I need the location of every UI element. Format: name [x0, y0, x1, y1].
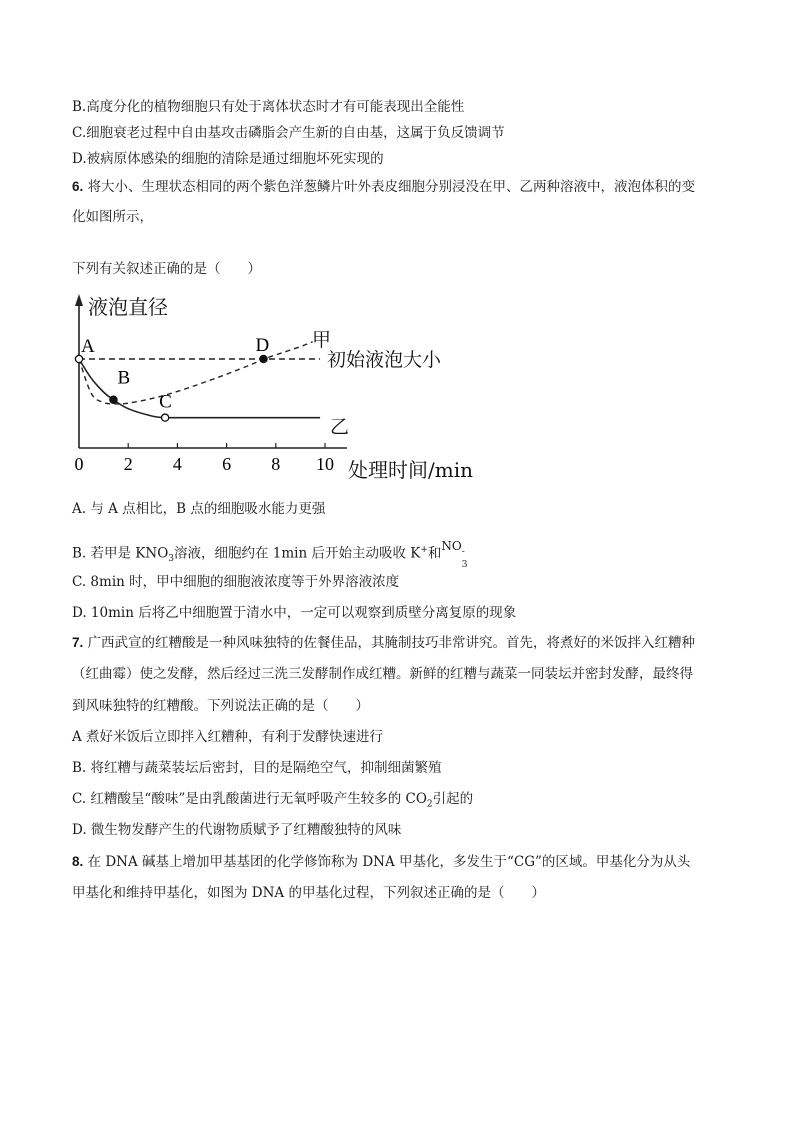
series-jia-label: 甲	[312, 329, 332, 351]
x-tick-label: 4	[172, 454, 182, 474]
series-yi-line	[79, 359, 320, 418]
x-tick-label: 0	[74, 454, 84, 474]
q8-number: 8.	[72, 854, 84, 869]
q7-stem-line2: （红曲霉）使之发酵，然后经过三洗三发酵制作成红糟。新鲜的红糟与蔬菜一同装坛并密封发酵，最终得	[72, 666, 693, 682]
q6-option-b-mid: 溶液，细胞约在 1min 后开始主动吸收 K	[174, 545, 421, 562]
q7-number: 7.	[72, 635, 84, 650]
q6-number: 6.	[72, 179, 84, 194]
point-b-marker	[110, 396, 117, 403]
q7-option-d: D. 微生物发酵产生的代谢物质赋予了红糟酸独特的风味	[72, 822, 402, 838]
series-jia-line	[79, 342, 313, 404]
q6-option-b-plus: +	[420, 545, 428, 555]
q8-stem-line1	[72, 853, 690, 871]
nitrate-ion-sub: 3	[461, 559, 468, 570]
q6-option-b-and: 和	[427, 545, 442, 562]
nitrate-ion-text: NO	[441, 538, 462, 553]
q6-option-b-pre: B. 若甲是 KNO	[72, 545, 169, 562]
q7-option-c-sub: 2	[426, 799, 433, 810]
q6-option-c: C. 8min 时，甲中细胞的细胞液浓度等于外界溶液浓度	[72, 574, 400, 590]
q7-option-b: B. 将红糟与蔬菜装坛后密封，目的是隔绝空气，抑制细菌繁殖	[72, 760, 442, 776]
y-axis-arrow-icon	[75, 294, 83, 306]
nitrate-ion-charge: -	[461, 546, 465, 557]
q7-stem-line3: 到风味独特的红糟酸。下列说法正确的是（ ）	[72, 698, 369, 714]
q7-option-c	[72, 790, 473, 814]
q6-option-b	[72, 538, 469, 570]
q6-stem-line2: 化如图所示，	[72, 209, 153, 225]
q6-option-a: A. 与 A 点相比，B 点的细胞吸水能力更强	[72, 501, 326, 517]
y-axis-label: 液泡直径	[88, 295, 168, 319]
q8-stem-text1: 在 DNA 碱基上增加甲基基团的化学修饰称为 DNA 甲基化，多发生于“CG”的区域。甲基化分为从头	[87, 854, 691, 870]
q7-stem-text1: 广西武宣的红糟酸是一种风味独特的佐餐佳品，其腌制技巧非常讲究。首先，将煮好的米饭拌入红糟种	[87, 635, 696, 651]
q7-option-c-post: 引起的	[432, 791, 474, 807]
point-c-label: C	[159, 391, 172, 413]
x-tick-label: 10	[316, 454, 334, 474]
q5-option-d: D.被病原体感染的细胞的清除是通过细胞坏死实现的	[72, 151, 384, 167]
q6-stem-text1: 将大小、生理状态相同的两个紫色洋葱鳞片叶外表皮细胞分别浸没在甲、乙两种溶液中，液泡体积的变	[87, 179, 696, 195]
nitrate-ion	[441, 538, 468, 570]
vacuole-diameter-chart	[62, 290, 482, 490]
q6-stem-line1	[72, 178, 695, 196]
q8-stem-line2: 甲基化和维持甲基化，如图为 DNA 的甲基化过程，下列叙述正确的是（ ）	[72, 885, 545, 901]
point-c-marker	[162, 414, 169, 421]
q7-option-c-pre: C. 红糟酸呈“酸味”是由乳酸菌进行无氧呼吸产生较多的 CO	[72, 791, 427, 807]
x-tick-label: 2	[123, 454, 133, 474]
chart-points	[75, 335, 269, 421]
q5-option-b: B.高度分化的植物细胞只有处于离体状态时才有可能表现出全能性	[72, 99, 465, 115]
series-yi-label: 乙	[330, 416, 350, 438]
q5-option-c: C.细胞衰老过程中自由基攻击磷脂会产生新的自由基，这属于负反馈调节	[72, 125, 505, 141]
point-a-label: A	[81, 336, 95, 357]
q6-option-b-sub: 3	[168, 554, 174, 565]
point-b-label: B	[117, 367, 131, 389]
q7-option-a: A 煮好米饭后立即拌入红糟种，有利于发酵快速进行	[72, 729, 384, 745]
x-tick-label: 6	[222, 454, 232, 474]
x-tick-label: 8	[271, 454, 281, 474]
q7-stem-line1	[72, 634, 695, 652]
point-d-label: D	[255, 335, 270, 356]
q6-option-d: D. 10min 后将乙中细胞置于清水中，一定可以观察到质壁分离复原的现象	[72, 605, 517, 621]
x-axis-label: 处理时间/min	[348, 458, 473, 482]
point-d-marker	[260, 355, 267, 362]
reference-label: 初始液泡大小	[327, 349, 442, 371]
q6-prompt: 下列有关叙述正确的是（ ）	[72, 261, 261, 277]
